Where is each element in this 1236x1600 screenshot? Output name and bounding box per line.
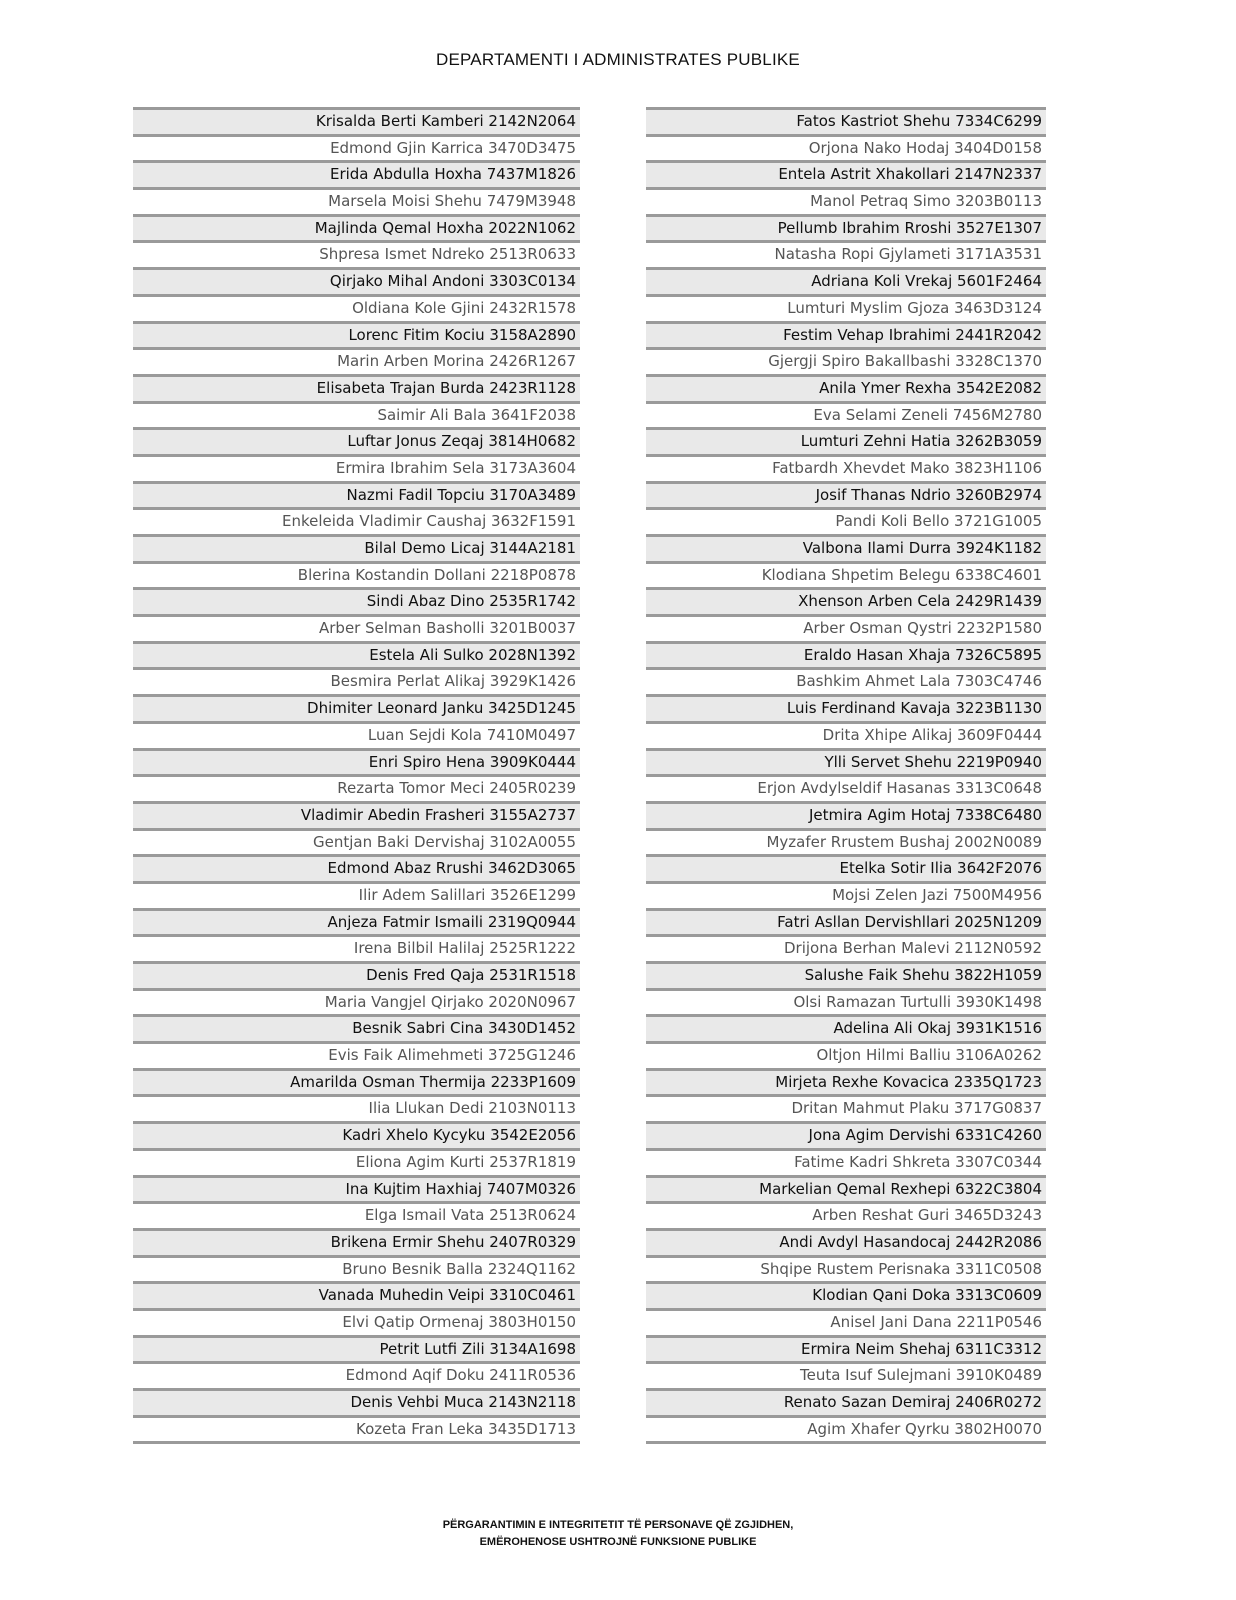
list-item: Festim Vehap Ibrahimi 2441R2042 [646,321,1046,348]
list-item: Eraldo Hasan Xhaja 7326C5895 [646,641,1046,668]
list-item: Vanada Muhedin Veipi 3310C0461 [133,1281,580,1308]
list-item: Maria Vangjel Qirjako 2020N0967 [133,988,580,1015]
list-item: Pandi Koli Bello 3721G1005 [646,507,1046,534]
right-name-list [646,107,1046,1444]
list-item: Fatbardh Xhevdet Mako 3823H1106 [646,454,1046,481]
list-item: Shqipe Rustem Perisnaka 3311C0508 [646,1255,1046,1282]
list-item: Ermira Ibrahim Sela 3173A3604 [133,454,580,481]
list-item: Evis Faik Alimehmeti 3725G1246 [133,1041,580,1068]
list-item: Blerina Kostandin Dollani 2218P0878 [133,561,580,588]
list-item: Klodiana Shpetim Belegu 6338C4601 [646,561,1046,588]
list-item: Petrit Lutfi Zili 3134A1698 [133,1335,580,1362]
list-item: Anila Ymer Rexha 3542E2082 [646,374,1046,401]
list-item: Vladimir Abedin Frasheri 3155A2737 [133,801,580,828]
list-item: Fatime Kadri Shkreta 3307C0344 [646,1148,1046,1175]
list-item: Oltjon Hilmi Balliu 3106A0262 [646,1041,1046,1068]
list-item: Josif Thanas Ndrio 3260B2974 [646,481,1046,508]
list-item: Edmond Aqif Doku 2411R0536 [133,1361,580,1388]
list-item: Markelian Qemal Rexhepi 6322C3804 [646,1175,1046,1202]
list-item: Arber Osman Qystri 2232P1580 [646,614,1046,641]
list-item: Arben Reshat Guri 3465D3243 [646,1201,1046,1228]
list-item: Jona Agim Dervishi 6331C4260 [646,1121,1046,1148]
list-item: Edmond Abaz Rrushi 3462D3065 [133,854,580,881]
list-item: Lumturi Zehni Hatia 3262B3059 [646,427,1046,454]
footer-line-1: PËRGARANTIMIN E INTEGRITETIT TË PERSONAVE QË ZGJIDHEN, [442,1519,794,1531]
list-item: Entela Astrit Xhakollari 2147N2337 [646,160,1046,187]
list-item: Ylli Servet Shehu 2219P0940 [646,748,1046,775]
list-item: Pellumb Ibrahim Rroshi 3527E1307 [646,214,1046,241]
list-item: Lumturi Myslim Gjoza 3463D3124 [646,294,1046,321]
list-item: Erjon Avdylseldif Hasanas 3313C0648 [646,774,1046,801]
left-name-list [133,107,580,1444]
list-item: Krisalda Berti Kamberi 2142N2064 [133,107,580,134]
list-item: Salushe Faik Shehu 3822H1059 [646,961,1046,988]
list-item: Klodian Qani Doka 3313C0609 [646,1281,1046,1308]
list-item: Besmira Perlat Alikaj 3929K1426 [133,667,580,694]
list-item: Luftar Jonus Zeqaj 3814H0682 [133,427,580,454]
list-item: Renato Sazan Demiraj 2406R0272 [646,1388,1046,1415]
footer-line-2: EMËROHENOSE USHTROJNË FUNKSIONE PUBLIKE [479,1536,757,1548]
list-item: Lorenc Fitim Kociu 3158A2890 [133,321,580,348]
list-item: Gjergji Spiro Bakallbashi 3328C1370 [646,347,1046,374]
list-item: Ina Kujtim Haxhiaj 7407M0326 [133,1175,580,1202]
list-item: Manol Petraq Simo 3203B0113 [646,187,1046,214]
list-item: Besnik Sabri Cina 3430D1452 [133,1014,580,1041]
page-title: DEPARTAMENTI I ADMINISTRATES PUBLIKE [436,50,800,69]
list-item: Saimir Ali Bala 3641F2038 [133,401,580,428]
list-item: Kozeta Fran Leka 3435D1713 [133,1415,580,1442]
page-footer [0,1517,1236,1551]
list-item: Shpresa Ismet Ndreko 2513R0633 [133,240,580,267]
list-item: Dhimiter Leonard Janku 3425D1245 [133,694,580,721]
list-item: Luis Ferdinand Kavaja 3223B1130 [646,694,1046,721]
list-item: Denis Fred Qaja 2531R1518 [133,961,580,988]
list-item: Kadri Xhelo Kycyku 3542E2056 [133,1121,580,1148]
list-item: Gentjan Baki Dervishaj 3102A0055 [133,828,580,855]
list-item: Qirjako Mihal Andoni 3303C0134 [133,267,580,294]
list-item: Erida Abdulla Hoxha 7437M1826 [133,160,580,187]
list-item: Eva Selami Zeneli 7456M2780 [646,401,1046,428]
list-item: Irena Bilbil Halilaj 2525R1222 [133,934,580,961]
list-item: Adelina Ali Okaj 3931K1516 [646,1014,1046,1041]
list-item: Dritan Mahmut Plaku 3717G0837 [646,1094,1046,1121]
list-item: Enri Spiro Hena 3909K0444 [133,748,580,775]
list-item: Edmond Gjin Karrica 3470D3475 [133,134,580,161]
list-item: Orjona Nako Hodaj 3404D0158 [646,134,1046,161]
list-item: Xhenson Arben Cela 2429R1439 [646,587,1046,614]
list-item: Anisel Jani Dana 2211P0546 [646,1308,1046,1335]
list-item: Jetmira Agim Hotaj 7338C6480 [646,801,1046,828]
list-item: Bilal Demo Licaj 3144A2181 [133,534,580,561]
list-item: Myzafer Rrustem Bushaj 2002N0089 [646,828,1046,855]
list-item: Olsi Ramazan Turtulli 3930K1498 [646,988,1046,1015]
list-item: Natasha Ropi Gjylameti 3171A3531 [646,240,1046,267]
list-bottom-rule [133,1441,580,1444]
list-item: Agim Xhafer Qyrku 3802H0070 [646,1415,1046,1442]
list-item: Enkeleida Vladimir Caushaj 3632F1591 [133,507,580,534]
list-item: Eliona Agim Kurti 2537R1819 [133,1148,580,1175]
list-item: Adriana Koli Vrekaj 5601F2464 [646,267,1046,294]
list-item: Valbona Ilami Durra 3924K1182 [646,534,1046,561]
list-item: Estela Ali Sulko 2028N1392 [133,641,580,668]
list-item: Nazmi Fadil Topciu 3170A3489 [133,481,580,508]
list-item: Anjeza Fatmir Ismaili 2319Q0944 [133,908,580,935]
list-item: Mojsi Zelen Jazi 7500M4956 [646,881,1046,908]
list-item: Drijona Berhan Malevi 2112N0592 [646,934,1046,961]
list-item: Sindi Abaz Dino 2535R1742 [133,587,580,614]
list-item: Ilir Adem Salillari 3526E1299 [133,881,580,908]
list-item: Bruno Besnik Balla 2324Q1162 [133,1255,580,1282]
list-item: Etelka Sotir Ilia 3642F2076 [646,854,1046,881]
list-item: Denis Vehbi Muca 2143N2118 [133,1388,580,1415]
list-item: Andi Avdyl Hasandocaj 2442R2086 [646,1228,1046,1255]
list-item: Marin Arben Morina 2426R1267 [133,347,580,374]
list-item: Oldiana Kole Gjini 2432R1578 [133,294,580,321]
list-item: Ermira Neim Shehaj 6311C3312 [646,1335,1046,1362]
list-item: Rezarta Tomor Meci 2405R0239 [133,774,580,801]
list-item: Ilia Llukan Dedi 2103N0113 [133,1094,580,1121]
list-item: Teuta Isuf Sulejmani 3910K0489 [646,1361,1046,1388]
list-item: Elga Ismail Vata 2513R0624 [133,1201,580,1228]
list-item: Bashkim Ahmet Lala 7303C4746 [646,667,1046,694]
list-item: Amarilda Osman Thermija 2233P1609 [133,1068,580,1095]
list-item: Majlinda Qemal Hoxha 2022N1062 [133,214,580,241]
list-item: Fatri Asllan Dervishllari 2025N1209 [646,908,1046,935]
list-bottom-rule [646,1441,1046,1444]
list-item: Mirjeta Rexhe Kovacica 2335Q1723 [646,1068,1046,1095]
list-item: Elisabeta Trajan Burda 2423R1128 [133,374,580,401]
list-item: Luan Sejdi Kola 7410M0497 [133,721,580,748]
list-item: Arber Selman Basholli 3201B0037 [133,614,580,641]
list-item: Elvi Qatip Ormenaj 3803H0150 [133,1308,580,1335]
list-item: Marsela Moisi Shehu 7479M3948 [133,187,580,214]
list-item: Brikena Ermir Shehu 2407R0329 [133,1228,580,1255]
list-item: Fatos Kastriot Shehu 7334C6299 [646,107,1046,134]
list-item: Drita Xhipe Alikaj 3609F0444 [646,721,1046,748]
